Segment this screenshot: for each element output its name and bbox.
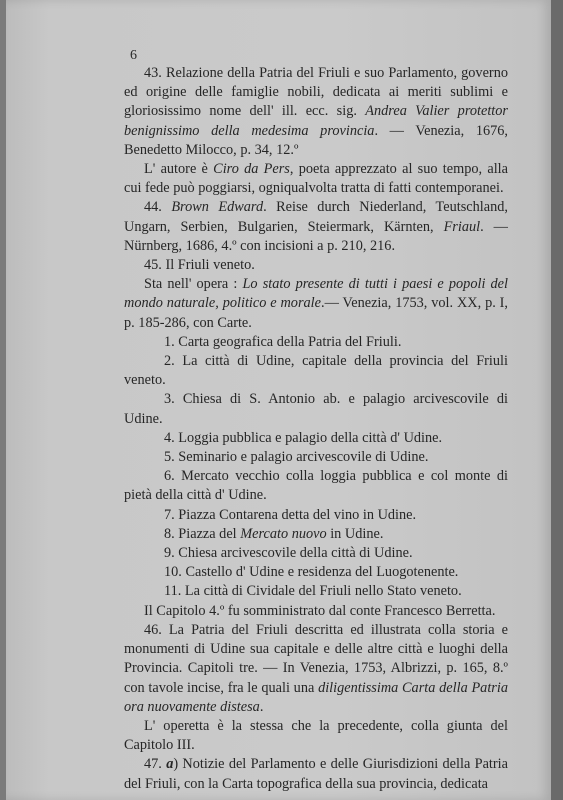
paragraph-15: 10. Castello d' Udine e residenza del Luogotenente. [164, 564, 459, 581]
paragraph-8: 3. Chiesa di S. Antonio ab. e palagio arcivescovile di Udine. [124, 391, 508, 427]
page-text [124, 64, 508, 794]
page-edge [551, 0, 563, 800]
paragraph-1: 43. Relazione della Patria del Friuli e suo Parlamento, governo ed origine delle famiglie nobili, dedicata ai meriti sublimi e gloriosissimo nome dell' ill. ecc. sig. Andrea Valier protettor benignissimo della medesima provincia. — Venezia, 1676, Benedetto Milocco, p. 34, 12.º [124, 65, 508, 158]
book-page [6, 0, 551, 800]
paragraph-18: 46. La Patria del Friuli descritta ed illustrata colla storia e monumenti di Udine sua capitale e delle altre città e luoghi della Provincia. Capitoli tre. — In Venezia, 1753, Albrizzi, p. 165, 8.º con tavole incise, fra le quali una diligentissima Carta della Patria ora nuovamente distesa. [124, 621, 508, 715]
paragraph-4: 45. Il Friuli veneto. [144, 257, 255, 274]
paragraph-10: 5. Seminario e palagio arcivescovile di Udine. [164, 449, 429, 466]
paragraph-6: 1. Carta geografica della Patria del Friuli. [164, 333, 402, 350]
paragraph-7: 2. La città di Udine, capitale della provincia del Friuli veneto. [124, 353, 508, 389]
paragraph-20: 47. a) Notizie del Parlamento e delle Giurisdizioni della Patria del Friuli, con la Carta topografica della sua provincia, dedicata [124, 756, 508, 792]
paragraph-3: 44. Brown Edward. Reise durch Niederland, Teutschland, Ungarn, Serbien, Bulgarien, Steiermark, Kärnten, Friaul. — Nürnberg, 1686, 4.º con incisioni a p. 210, 216. [124, 199, 508, 254]
paragraph-13: 8. Piazza del Mercato nuovo in Udine. [164, 525, 384, 542]
paragraph-19: L' operetta è la stessa che la precedente, colla giunta del Capitolo III. [124, 717, 508, 754]
page-number: 6 [130, 48, 137, 63]
paragraph-14: 9. Chiesa arcivescovile della città di Udine. [164, 545, 413, 562]
paragraph-17: Il Capitolo 4.º fu somministrato dal conte Francesco Berretta. [144, 602, 496, 619]
paragraph-2: L' autore è Ciro da Pers, poeta apprezzato al suo tempo, alla cui fede può poggiarsi, ogniqualvolta tratta di fatti contemporanei. [124, 161, 508, 197]
paragraph-16: 11. La città di Cividale del Friuli nello Stato veneto. [164, 583, 462, 600]
paragraph-5: Sta nell' opera : Lo stato presente di tutti i paesi e popoli del mondo naturale, politico e morale.— Venezia, 1753, vol. XX, p. I, p. 185-286, con Carte. [124, 276, 509, 331]
paragraph-12: 7. Piazza Contarena detta del vino in Udine. [164, 506, 417, 523]
paragraph-11: 6. Mercato vecchio colla loggia pubblica e col monte di pietà della città d' Udine. [124, 468, 508, 504]
paragraph-9: 4. Loggia pubblica e palagio della città d' Udine. [164, 429, 443, 446]
